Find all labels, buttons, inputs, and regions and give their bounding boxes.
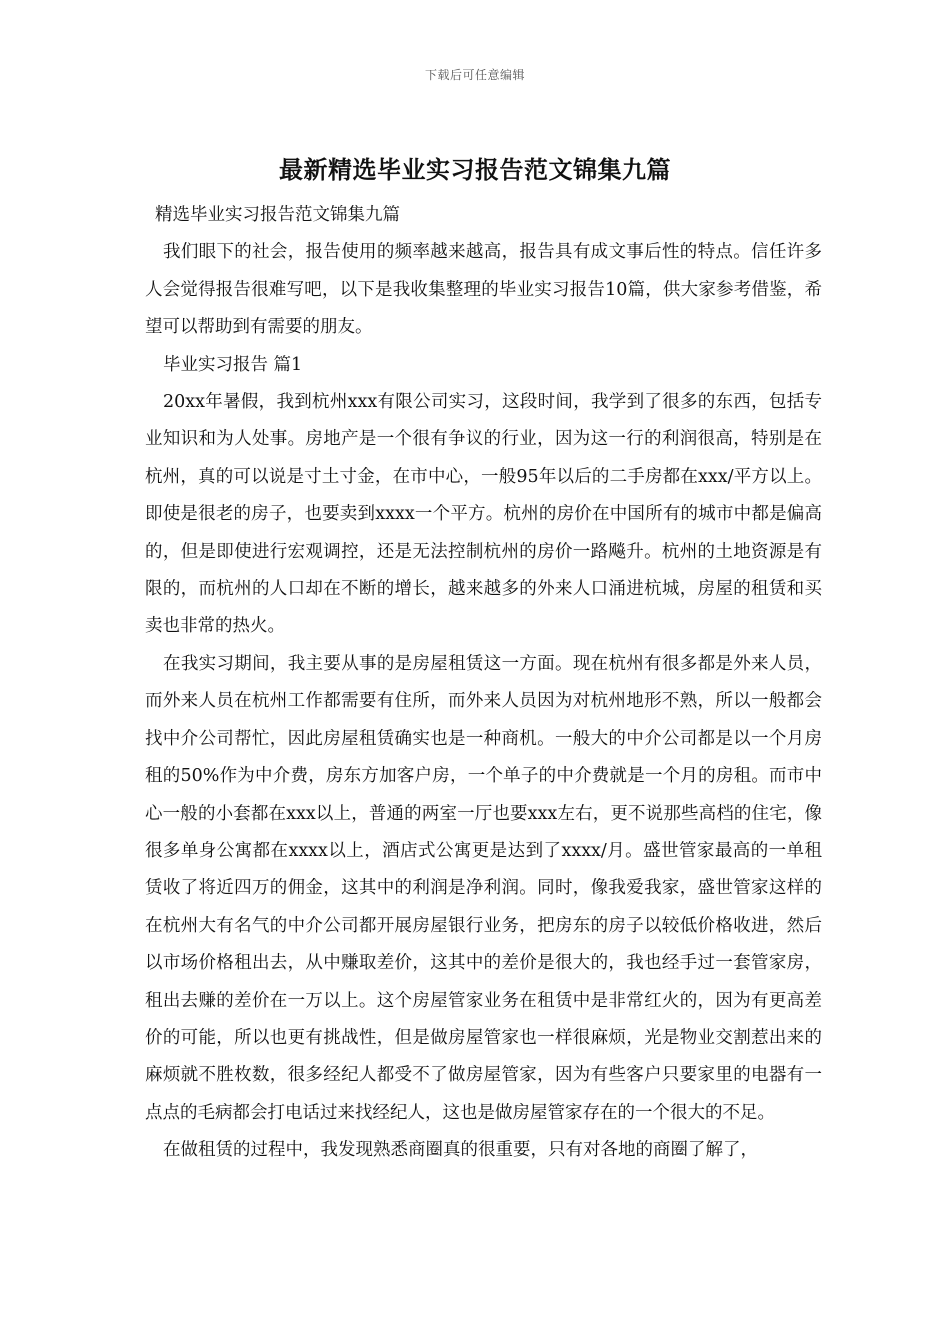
document-title: 最新精选毕业实习报告范文锦集九篇 [279, 155, 671, 184]
paragraph-body: 20xx年暑假，我到杭州xxx有限公司实习，这段时间，我学到了很多的东西，包括专业知识和为人处事。房地产是一个很有争议的行业，因为这一行的利润很高，特别是在杭州，真的可以说是寸土寸金，在市中心，一般95年以后的二手房都在xxx/平方以上。即使是很老的房子，也要卖到xxxx一个平方。杭州的房价在中国所有的城市中都是偏高的，但是即使进行宏观调控，还是无法控制杭州的房价一路飚升。杭州的土地资源是有限的，而杭州的人口却在不断的增长，越来越多的外来人口涌进杭城，房屋的租赁和买卖也非常的热火。 [145, 392, 822, 637]
paragraph-body: 在我实习期间，我主要从事的是房屋租赁这一方面。现在杭州有很多都是外来人员，而外来人员在杭州工作都需要有住所，而外来人员因为对杭州地形不熟，所以一般都会找中介公司帮忙，因此房屋租赁确实也是一种商机。一般大的中介公司都是以一个月房租的50%作为中介费，房东方加客户房，一个单子的中介费就是一个月的房租。而市中心一般的小套都在xxx以上，普通的两室一厅也要xxx左右，更不说那些高档的住宅，像很多单身公寓都在xxxx以上，酒店式公寓更是达到了xxxx/月。盛世管家最高的一单租赁收了将近四万的佣金，这其中的利润是净利润。同时，像我爱我家，盛世管家这样的在杭州大有名气的中介公司都开展房屋银行业务，把房东的房子以较低价格收进，然后以市场价格租出去，从中赚取差价，这其中的差价是很大的，我也经手过一套管家房，租出去赚的差价在一万以上。这个房屋管家业务在租赁中是非常红火的，因为有更高差价的可能，所以也更有挑战性，但是做房屋管家也一样很麻烦，光是物业交割惹出来的麻烦就不胜枚数，很多经纪人都受不了做房屋管家，因为有些客户只要家里的电器有一点点的毛病都会打电话过来找经纪人，这也是做房屋管家存在的一个很大的不足。 [145, 653, 822, 1123]
section-heading: 毕业实习报告 篇1 [163, 354, 303, 375]
header-note: 下载后可任意编辑 [424, 68, 525, 82]
paragraph-subtitle: 精选毕业实习报告范文锦集九篇 [155, 205, 400, 225]
paragraph-body: 在做租赁的过程中，我发现熟悉商圈真的很重要，只有对各地的商圈了解了， [163, 1140, 758, 1161]
paragraph-intro: 我们眼下的社会，报告使用的频率越来越高，报告具有成文事后性的特点。信任许多人会觉得报告很难写吧，以下是我收集整理的毕业实习报告10篇，供大家参考借鉴，希望可以帮助到有需要的朋友。 [145, 242, 822, 338]
document-body [145, 197, 822, 1170]
